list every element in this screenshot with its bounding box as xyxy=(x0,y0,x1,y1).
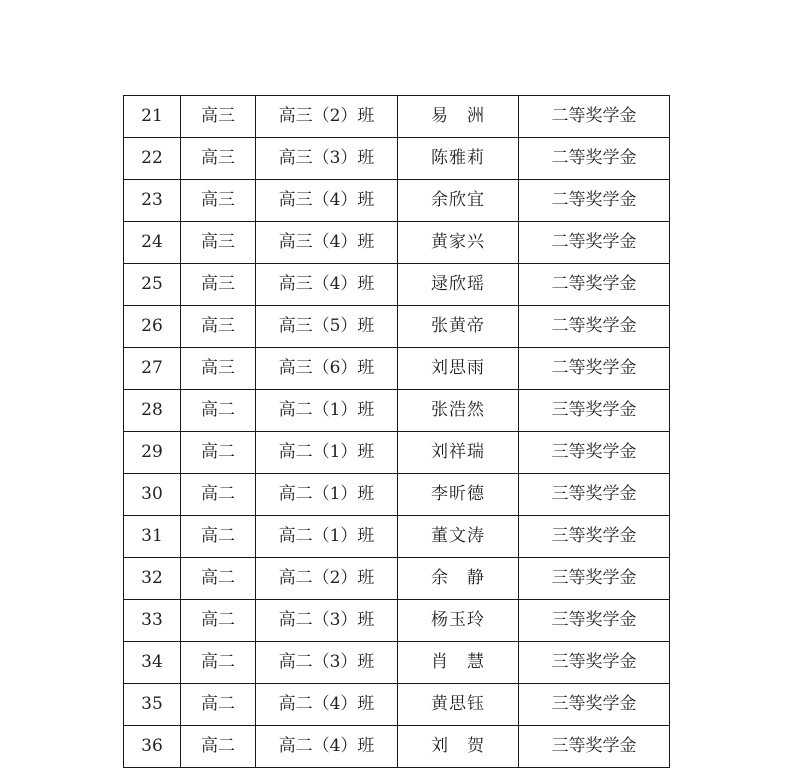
grade-cell: 高二 xyxy=(181,474,256,516)
grade-cell: 高三 xyxy=(181,306,256,348)
row-number: 31 xyxy=(124,516,181,558)
grade-cell: 高三 xyxy=(181,180,256,222)
row-number: 30 xyxy=(124,474,181,516)
grade-cell: 高三 xyxy=(181,264,256,306)
award-cell: 三等奖学金 xyxy=(519,516,670,558)
table-row xyxy=(124,726,670,768)
award-cell: 二等奖学金 xyxy=(519,180,670,222)
award-cell: 三等奖学金 xyxy=(519,684,670,726)
class-cell: 高三（5）班 xyxy=(256,306,398,348)
student-name-cell: 逯欣瑶 xyxy=(398,264,519,306)
award-cell: 二等奖学金 xyxy=(519,96,670,138)
class-cell: 高二（1）班 xyxy=(256,516,398,558)
award-cell: 二等奖学金 xyxy=(519,264,670,306)
row-number: 27 xyxy=(124,348,181,390)
table-row xyxy=(124,306,670,348)
award-cell: 二等奖学金 xyxy=(519,222,670,264)
table-row xyxy=(124,138,670,180)
class-cell: 高二（4）班 xyxy=(256,726,398,768)
class-cell: 高三（6）班 xyxy=(256,348,398,390)
student-name-cell: 董文涛 xyxy=(398,516,519,558)
table-row xyxy=(124,600,670,642)
row-number: 35 xyxy=(124,684,181,726)
student-name-cell: 余 静 xyxy=(398,558,519,600)
award-cell: 二等奖学金 xyxy=(519,306,670,348)
student-name-cell: 黄思钰 xyxy=(398,684,519,726)
row-number: 32 xyxy=(124,558,181,600)
grade-cell: 高三 xyxy=(181,96,256,138)
row-number: 28 xyxy=(124,390,181,432)
award-cell: 三等奖学金 xyxy=(519,642,670,684)
table-row xyxy=(124,264,670,306)
table-row xyxy=(124,180,670,222)
grade-cell: 高二 xyxy=(181,642,256,684)
student-name-cell: 陈雅莉 xyxy=(398,138,519,180)
table-row xyxy=(124,516,670,558)
table-row xyxy=(124,348,670,390)
class-cell: 高三（2）班 xyxy=(256,96,398,138)
grade-cell: 高三 xyxy=(181,138,256,180)
grade-cell: 高二 xyxy=(181,390,256,432)
student-name-cell: 肖 慧 xyxy=(398,642,519,684)
student-name-cell: 张黄帝 xyxy=(398,306,519,348)
class-cell: 高三（4）班 xyxy=(256,264,398,306)
class-cell: 高二（1）班 xyxy=(256,474,398,516)
award-cell: 三等奖学金 xyxy=(519,600,670,642)
award-cell: 三等奖学金 xyxy=(519,726,670,768)
table-row xyxy=(124,684,670,726)
scholarship-table xyxy=(123,95,670,768)
student-name-cell: 余欣宜 xyxy=(398,180,519,222)
table-row xyxy=(124,642,670,684)
grade-cell: 高二 xyxy=(181,684,256,726)
class-cell: 高三（4）班 xyxy=(256,180,398,222)
award-cell: 三等奖学金 xyxy=(519,474,670,516)
student-name-cell: 刘 贺 xyxy=(398,726,519,768)
award-cell: 三等奖学金 xyxy=(519,432,670,474)
grade-cell: 高二 xyxy=(181,558,256,600)
grade-cell: 高三 xyxy=(181,348,256,390)
table-row xyxy=(124,558,670,600)
row-number: 33 xyxy=(124,600,181,642)
grade-cell: 高二 xyxy=(181,726,256,768)
row-number: 36 xyxy=(124,726,181,768)
class-cell: 高二（1）班 xyxy=(256,432,398,474)
class-cell: 高二（4）班 xyxy=(256,684,398,726)
row-number: 25 xyxy=(124,264,181,306)
grade-cell: 高二 xyxy=(181,516,256,558)
award-cell: 三等奖学金 xyxy=(519,558,670,600)
award-cell: 二等奖学金 xyxy=(519,348,670,390)
student-name-cell: 易 洲 xyxy=(398,96,519,138)
student-name-cell: 杨玉玲 xyxy=(398,600,519,642)
row-number: 34 xyxy=(124,642,181,684)
grade-cell: 高二 xyxy=(181,432,256,474)
table-row xyxy=(124,474,670,516)
row-number: 24 xyxy=(124,222,181,264)
row-number: 22 xyxy=(124,138,181,180)
student-name-cell: 张浩然 xyxy=(398,390,519,432)
table-row xyxy=(124,390,670,432)
row-number: 26 xyxy=(124,306,181,348)
class-cell: 高三（3）班 xyxy=(256,138,398,180)
grade-cell: 高二 xyxy=(181,600,256,642)
class-cell: 高三（4）班 xyxy=(256,222,398,264)
grade-cell: 高三 xyxy=(181,222,256,264)
table-row xyxy=(124,96,670,138)
table-row xyxy=(124,222,670,264)
class-cell: 高二（3）班 xyxy=(256,642,398,684)
student-name-cell: 李昕德 xyxy=(398,474,519,516)
row-number: 21 xyxy=(124,96,181,138)
row-number: 29 xyxy=(124,432,181,474)
table-row xyxy=(124,432,670,474)
award-cell: 二等奖学金 xyxy=(519,138,670,180)
student-name-cell: 刘思雨 xyxy=(398,348,519,390)
scholarship-table-body xyxy=(124,96,670,768)
class-cell: 高二（3）班 xyxy=(256,600,398,642)
class-cell: 高二（2）班 xyxy=(256,558,398,600)
award-cell: 三等奖学金 xyxy=(519,390,670,432)
class-cell: 高二（1）班 xyxy=(256,390,398,432)
student-name-cell: 黄家兴 xyxy=(398,222,519,264)
row-number: 23 xyxy=(124,180,181,222)
student-name-cell: 刘祥瑞 xyxy=(398,432,519,474)
